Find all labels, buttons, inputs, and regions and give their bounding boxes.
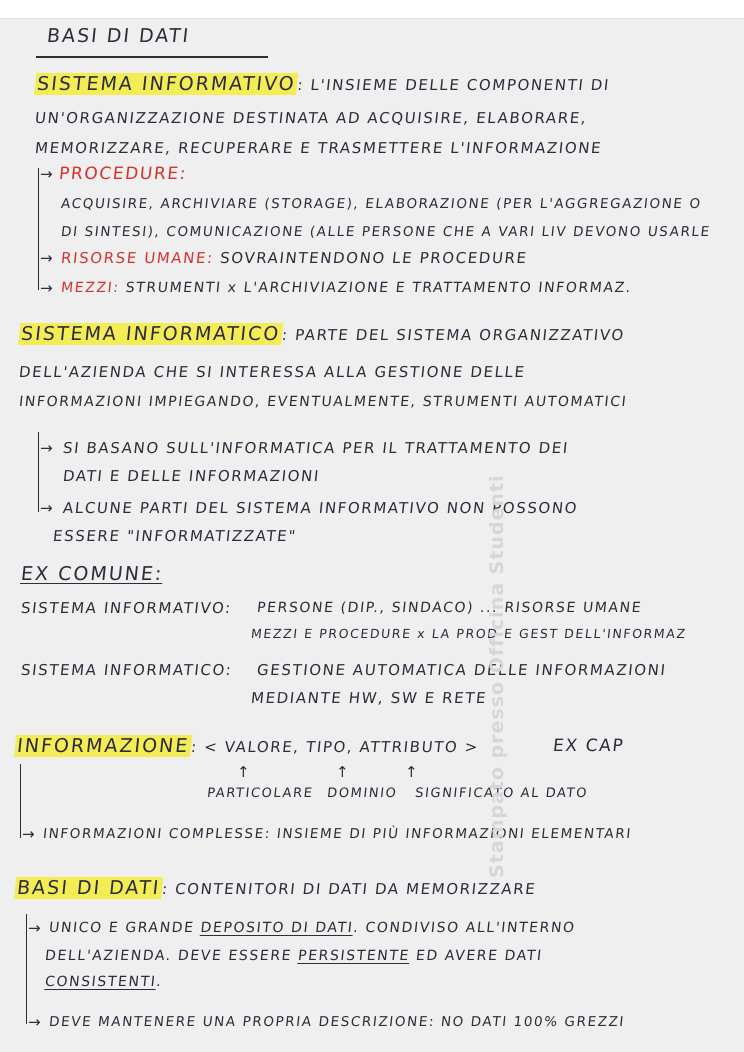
bullet2-line1: ALCUNE PARTI DEL SISTEMA INFORMATIVO NON POSSONO [62,499,580,517]
b2-post: ED AVERE DATI [409,948,544,964]
section-sistema-informatico-line1 [18,324,626,345]
b3-underlined: CONSISTENTI [44,974,158,990]
section-sistema-informativo-line1 [34,74,611,95]
b2-underlined: PERSISTENTE [297,948,411,964]
bullet2-line2: ESSERE "INFORMATIZZATE" [52,527,298,545]
b1-underlined: DEPOSITO DI DATI [199,920,355,936]
sub-tipo: DOMINIO [326,786,399,801]
bullet1-line2: DATI E DELLE INFORMAZIONI [62,467,321,485]
procedure-text-1: ACQUISIRE, ARCHIVIARE (STORAGE), ELABORAZIONE (PER L'AGGREGAZIONE O [60,196,703,212]
sub-valore: PARTICOLARE [206,786,315,801]
arrow-up-icon: ↑ [336,763,349,781]
def-line3: MEMORIZZARE, RECUPERARE E TRASMETTERE L'INFORMAZIONE [34,139,604,157]
arrow-icon: → [40,499,53,517]
arrow-icon: → [28,1013,41,1031]
arrow-up-icon: ↑ [237,763,250,781]
b1-post: . CONDIVISO ALL'INTERNO [352,920,577,936]
top-bar [0,0,744,19]
arrow-icon: → [40,165,53,183]
basi-bullet1-line2 [44,946,544,966]
def-line2: UN'ORGANIZZAZIONE DESTINATA AD ACQUISIRE, ELABORARE, [34,109,589,127]
basi-bullet2: DEVE MANTENERE UNA PROPRIA DESCRIZIONE: NO DATI 100% GREZZI [48,1014,626,1030]
heading-sistema-informatico: SISTEMA INFORMATICO [20,323,282,345]
mezzi-text: STRUMENTI x L'ARCHIVIAZIONE E TRATTAMENTO INFORMAZ. [124,280,633,296]
b3-post: . [155,974,164,990]
heading-basi-di-dati: BASI DI DATI [16,877,162,899]
row2-text-2: MEDIANTE HW, SW E RETE [250,689,489,707]
basi-def: : CONTENITORI DI DATI DA MEMORIZZARE [161,880,538,898]
heading-sistema-informativo: SISTEMA INFORMATIVO [36,73,297,95]
row1-label: SISTEMA INFORMATIVO: [20,599,233,617]
example-cap: EX CAP [552,736,626,756]
row1-text-2: MEZZI E PROCEDURE x LA PROD E GEST DELL'INFORMAZ [250,626,688,641]
example-row1 [20,598,233,618]
arrow-up-icon: ↑ [405,763,418,781]
procedure-text-2: DI SINTESI), COMUNICAZIONE (ALLE PERSONE CHE A VARI LIV DEVONO USARLE [60,224,712,240]
arrow-icon: → [22,825,35,843]
example-row2 [20,660,233,680]
basi-bullet1 [48,918,577,938]
def-text: : PARTE DEL SISTEMA ORGANIZZATIVO [281,326,626,344]
row1-text-1: PERSONE (DIP., SINDACO) ... RISORSE UMANE [256,600,643,616]
arrow-icon: → [40,249,53,267]
example-heading: EX COMUNE: [19,563,165,585]
bracket-line [26,914,27,1024]
mezzi-label: MEZZI: [60,280,121,296]
risorse-text: SOVRAINTENDONO LE PROCEDURE [219,249,529,267]
heading-informazione: INFORMAZIONE [16,735,191,757]
risorse-label: RISORSE UMANE: [60,249,215,267]
def-line3: INFORMAZIONI IMPIEGANDO, EVENTUALMENTE, STRUMENTI AUTOMATICI [18,394,629,410]
title-underline [36,56,268,58]
watermark: Stampato presso Officina Studenti [486,474,508,878]
arrow-icon: → [40,439,53,457]
arrow-icon: → [28,919,41,937]
sub-attributo: SIGNIFICATO AL DATO [414,786,589,801]
row2-label: SISTEMA INFORMATICO: [20,661,234,679]
section-informazione-line [14,736,480,757]
row2-text-1: GESTIONE AUTOMATICA DELLE INFORMAZIONI [256,661,668,679]
mezzi-line [60,278,633,298]
procedure-label: PROCEDURE: [58,164,188,184]
bracket-line [38,432,39,512]
bracket-line [20,764,21,838]
basi-bullet1-line3 [44,972,163,992]
risorse-line [60,248,529,268]
informazioni-complesse: INFORMAZIONI COMPLESSE: INSIEME DI PIÙ INFORMAZIONI ELEMENTARI [42,826,633,842]
bullet1-line1: SI BASANO SULL'INFORMATICA PER IL TRATTAMENTO DEI [62,439,570,457]
arrow-icon: → [40,279,53,297]
informazione-tuple: : < VALORE, TIPO, ATTRIBUTO > [190,738,480,756]
page-title: BASI DI DATI [45,25,192,47]
def-line2: DELL'AZIENDA CHE SI INTERESSA ALLA GESTIONE DELLE [18,363,527,381]
section-basi-di-dati-line [14,878,538,899]
def-text: : L'INSIEME DELLE COMPONENTI DI [296,76,611,94]
b1-pre: UNICO E GRANDE [48,920,202,936]
handwritten-notes-page [0,18,744,1052]
b2-pre: DELL'AZIENDA. DEVE ESSERE [44,948,299,964]
bracket-line [38,168,39,290]
